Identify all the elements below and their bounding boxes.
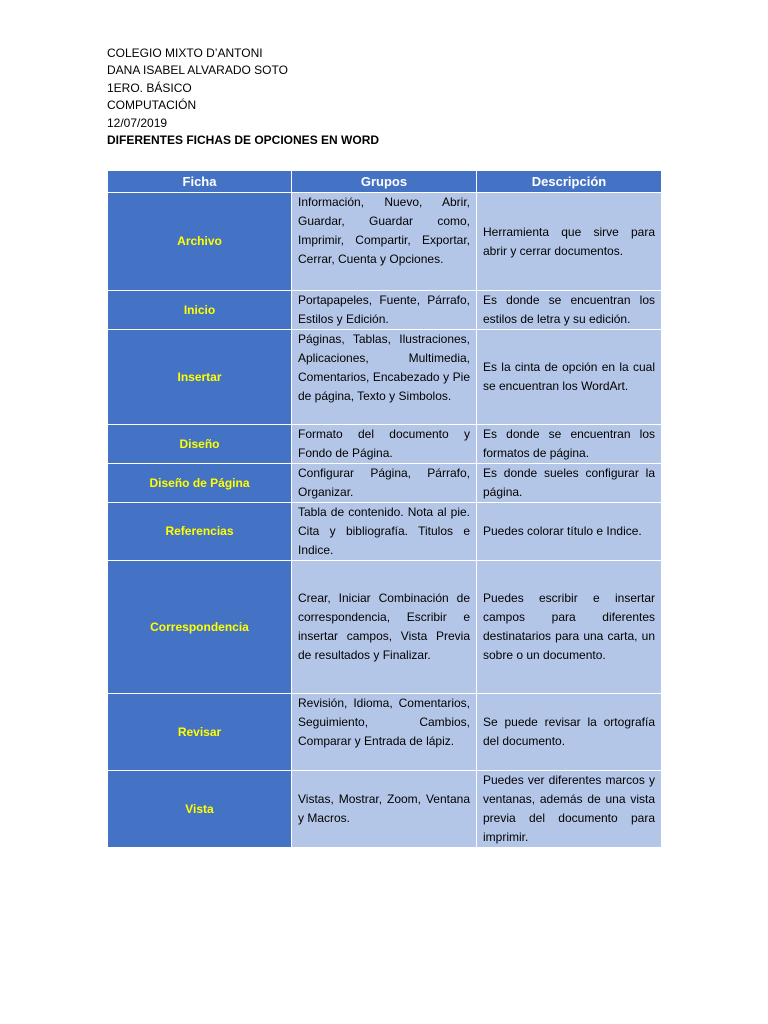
table-row bbox=[108, 561, 662, 694]
grupos-cell: Portapapeles, Fuente, Párrafo, Estilos y Edición. bbox=[292, 291, 477, 330]
table-row bbox=[108, 694, 662, 771]
grupos-cell: Configurar Página, Párrafo, Organizar. bbox=[292, 464, 477, 503]
descripcion-cell: Es donde sueles configurar la página. bbox=[477, 464, 662, 503]
school-name: COLEGIO MIXTO D’ANTONI bbox=[107, 46, 263, 60]
column-header-descripcion: Descripción bbox=[477, 171, 662, 193]
column-header-grupos: Grupos bbox=[292, 171, 477, 193]
table-row bbox=[108, 330, 662, 425]
grupos-cell: Vistas, Mostrar, Zoom, Ventana y Macros. bbox=[292, 771, 477, 848]
table-row bbox=[108, 464, 662, 503]
grade: 1ERO. BÁSICO bbox=[107, 80, 192, 95]
ficha-cell: Correspondencia bbox=[108, 561, 292, 694]
descripcion-cell: Herramienta que sirve para abrir y cerrar documentos. bbox=[477, 193, 662, 291]
grupos-cell: Formato del documento y Fondo de Página. bbox=[292, 425, 477, 464]
grupos-cell: Páginas, Tablas, Ilustraciones, Aplicaciones, Multimedia, Comentarios, Encabezado y Pie de página, Texto y Simbolos. bbox=[292, 330, 477, 425]
table-row bbox=[108, 425, 662, 464]
column-header-ficha: Ficha bbox=[108, 171, 292, 193]
descripcion-cell: Puedes ver diferentes marcos y ventanas, además de una vista previa del documento para imprimir. bbox=[477, 771, 662, 848]
grupos-cell: Crear, Iniciar Combinación de correspondencia, Escribir e insertar campos, Vista Previa de resultados y Finalizar. bbox=[292, 561, 477, 694]
ficha-cell: Inicio bbox=[108, 291, 292, 330]
grupos-cell: Revisión, Idioma, Comentarios, Seguimiento, Cambios, Comparar y Entrada de lápiz. bbox=[292, 694, 477, 771]
ficha-cell: Vista bbox=[108, 771, 292, 848]
descripcion-cell: Es la cinta de opción en la cual se encuentran los WordArt. bbox=[477, 330, 662, 425]
grupos-cell: Tabla de contenido. Nota al pie. Cita y bibliografía. Titulos e Indice. bbox=[292, 503, 477, 561]
document-title: DIFERENTES FICHAS DE OPCIONES EN WORD bbox=[107, 133, 380, 148]
descripcion-cell: Puedes escribir e insertar campos para diferentes destinatarios para una carta, un sobre o un documento. bbox=[477, 561, 662, 694]
ficha-cell: Diseño de Página bbox=[108, 464, 292, 503]
ficha-cell: Diseño bbox=[108, 425, 292, 464]
ficha-cell: Referencias bbox=[108, 503, 292, 561]
descripcion-cell: Puedes colorar título e Indice. bbox=[477, 503, 662, 561]
student-name: DANA ISABEL ALVARADO SOTO bbox=[107, 63, 288, 78]
table-row bbox=[108, 193, 662, 291]
ficha-cell: Insertar bbox=[108, 330, 292, 425]
document-header bbox=[107, 45, 379, 149]
grupos-cell: Información, Nuevo, Abrir, Guardar, Guardar como, Imprimir, Compartir, Exportar, Cerrar, Cuenta y Opciones. bbox=[292, 193, 477, 291]
table-header-row bbox=[108, 171, 662, 193]
date: 12/07/2019 bbox=[107, 115, 168, 130]
table-row bbox=[108, 291, 662, 330]
descripcion-cell: Es donde se encuentran los estilos de letra y su edición. bbox=[477, 291, 662, 330]
fichas-table bbox=[107, 170, 662, 848]
table-row bbox=[108, 771, 662, 848]
ficha-cell: Archivo bbox=[108, 193, 292, 291]
descripcion-cell: Es donde se encuentran los formatos de página. bbox=[477, 425, 662, 464]
descripcion-cell: Se puede revisar la ortografía del documento. bbox=[477, 694, 662, 771]
table-row bbox=[108, 503, 662, 561]
subject: COMPUTACIÓN bbox=[107, 98, 197, 113]
ficha-cell: Revisar bbox=[108, 694, 292, 771]
